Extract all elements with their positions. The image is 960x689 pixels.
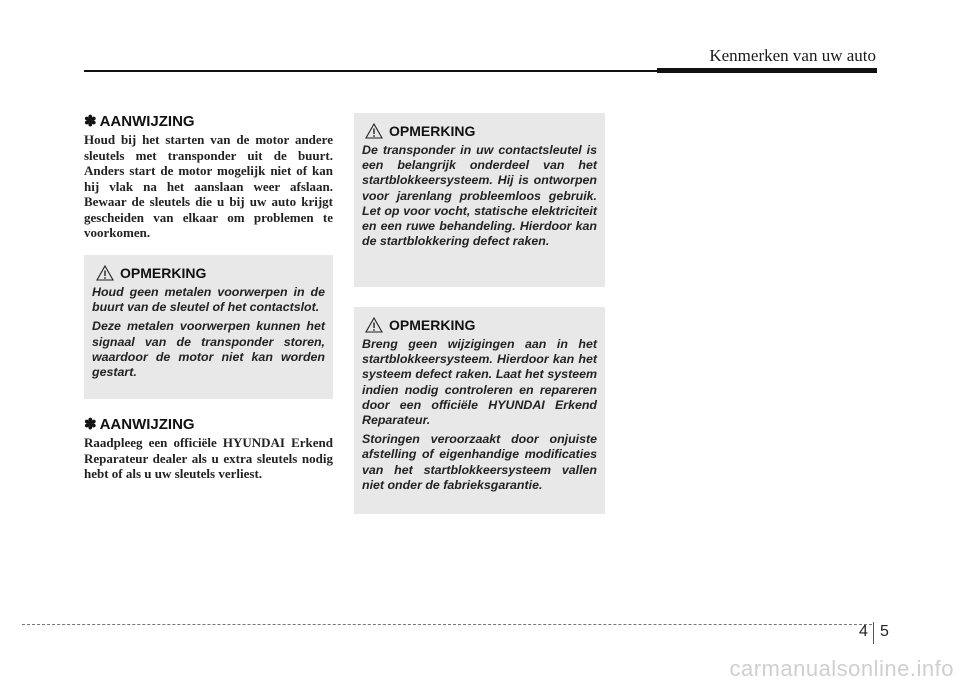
caution-paragraph: De transponder in uw contactsleutel is een belangrijk onderdeel van het startblokkeersysteem. Hij is ontworpen voor jarenlang probleemloos gebruik. Let op voor vocht, statische elektriciteit en een ruwe behandeling. Hierdoor kan de startblokkering defect raken. xyxy=(362,143,597,249)
star-icon: ✽ xyxy=(84,416,97,433)
note-body: Raadpleeg een officiële HYUNDAI Erkend Reparateur dealer als u extra sleutels nodig hebt of als u uw sleutels verliest. xyxy=(84,435,333,481)
caution-title: OPMERKING xyxy=(362,123,597,139)
note-aanwijzing-1 xyxy=(84,112,333,241)
caution-box-1 xyxy=(84,255,333,399)
warning-triangle-icon xyxy=(365,317,383,333)
caution-title: OPMERKING xyxy=(362,317,597,333)
caution-paragraph: Deze metalen voorwerpen kunnen het signaal van de transponder storen, waardoor de motor niet kan worden gestart. xyxy=(92,319,325,380)
footer-dashed-line xyxy=(22,624,872,625)
warning-triangle-icon xyxy=(96,265,114,281)
chapter-number: 4 xyxy=(859,623,868,640)
warning-triangle-icon xyxy=(365,123,383,139)
caution-paragraph: Houd geen metalen voorwerpen in de buurt van de sleutel of het contactslot. xyxy=(92,285,325,315)
caution-title: OPMERKING xyxy=(92,265,325,281)
header-title: Kenmerken van uw auto xyxy=(709,46,876,65)
page-number: 5 xyxy=(880,623,889,640)
caution-paragraph: Breng geen wijzigingen aan in het startblokkeersysteem. Hierdoor kan het systeem defect raken. Laat het systeem indien nodig controleren en repareren door een officiële HYUNDAI Erkend Reparateur. xyxy=(362,337,597,428)
caution-box-3 xyxy=(354,307,605,514)
note-heading: ✽ AANWIJZING xyxy=(84,416,195,433)
caution-paragraph: Storingen veroorzaakt door onjuiste afstelling of eigenhandige modificaties van het startblokkeersysteem vallen niet onder de fabrieksgarantie. xyxy=(362,432,597,492)
note-heading: ✽ AANWIJZING xyxy=(84,113,195,130)
caution-box-2 xyxy=(354,113,605,287)
note-aanwijzing-2 xyxy=(84,415,333,482)
header-rule xyxy=(84,70,657,72)
header-rule-accent xyxy=(657,68,877,73)
page-number-separator xyxy=(873,622,874,644)
watermark: carmanualsonline.info xyxy=(729,656,954,681)
star-icon: ✽ xyxy=(84,113,97,130)
note-body: Houd bij het starten van de motor andere sleutels met transponder uit de buurt. Anders start de motor mogelijk niet of kan hij vlak na het aanslaan weer afslaan. Bewaar de sleutels die u bij uw auto krijgt gescheiden van elkaar om problemen te voorkomen. xyxy=(84,132,333,240)
